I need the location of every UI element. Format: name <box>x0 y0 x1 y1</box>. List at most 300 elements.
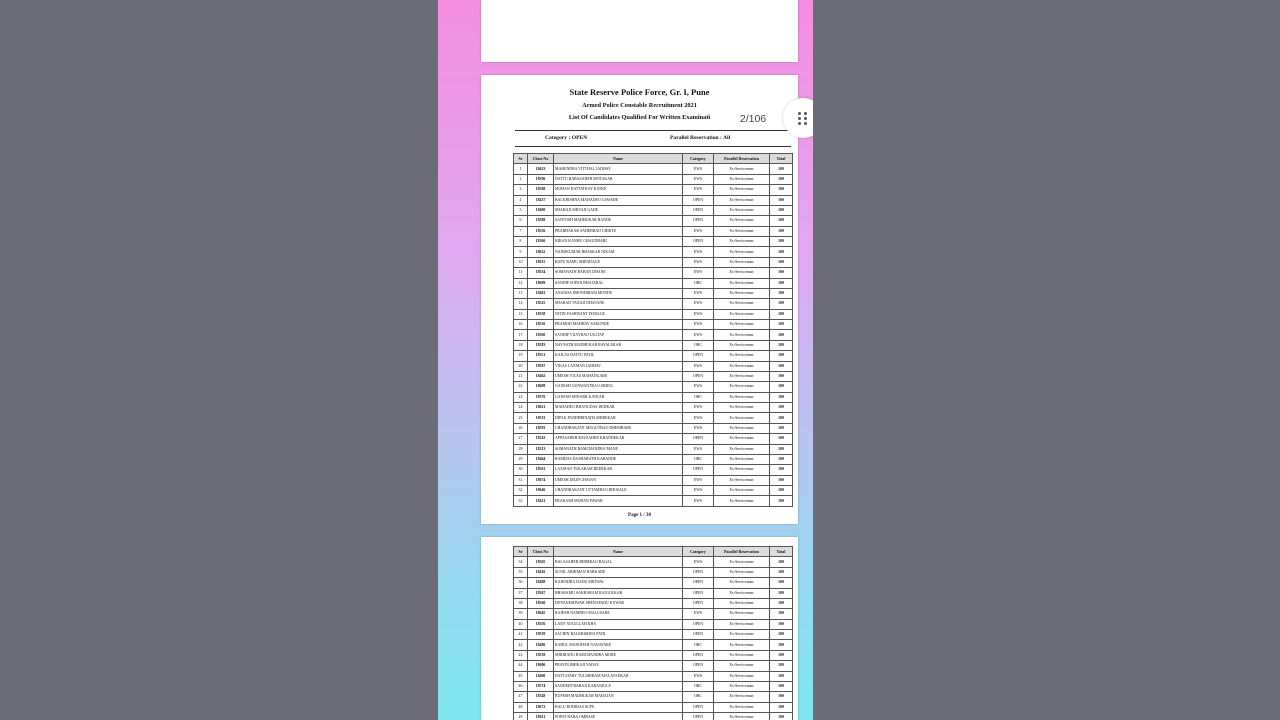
table-row <box>514 713 793 720</box>
table-row <box>514 588 793 598</box>
cell-chest-no: 18611 <box>528 713 554 720</box>
cell-name: VIKAS LAXMAN JADHAV <box>554 361 683 371</box>
cell-chest-no: 18583 <box>528 340 554 350</box>
cell-sr: 43 <box>514 650 528 660</box>
pdf-page-previous <box>481 0 798 62</box>
cell-total: 100 <box>770 681 793 691</box>
cell-category: EWS <box>683 557 714 567</box>
cell-sr: 29 <box>514 454 528 464</box>
cell-category: EWS <box>683 382 714 392</box>
cell-sr: 13 <box>514 288 528 298</box>
table-row <box>514 382 793 392</box>
table-row <box>514 413 793 423</box>
cell-name: BALASAHEB BHIMRAO BAGAL <box>554 557 683 567</box>
cell-reservation: Ex-Serviceman <box>714 692 770 702</box>
cell-reservation: Ex-Serviceman <box>714 164 770 174</box>
cell-reservation: Ex-Serviceman <box>714 702 770 712</box>
table-row <box>514 434 793 444</box>
table-row <box>514 288 793 298</box>
cell-category: EWS <box>683 226 714 236</box>
cell-name: UMESH DILIP CHAVAN <box>554 475 683 485</box>
cell-chest-no: 18596 <box>528 174 554 184</box>
cell-reservation: Ex-Serviceman <box>714 567 770 577</box>
column-header: Parallel Reservation <box>714 547 770 557</box>
cell-sr: 39 <box>514 609 528 619</box>
doc-subtitle: Armed Police Constable Recruitment 2021 <box>582 102 697 109</box>
cell-category: EWS <box>683 413 714 423</box>
cell-total: 100 <box>770 413 793 423</box>
cell-reservation: Ex-Serviceman <box>714 713 770 720</box>
table-row <box>514 185 793 195</box>
cell-category: EWS <box>683 164 714 174</box>
cell-reservation: Ex-Serviceman <box>714 630 770 640</box>
cell-chest-no: 18400 <box>528 671 554 681</box>
cell-total: 100 <box>770 237 793 247</box>
cell-reservation: Ex-Serviceman <box>714 226 770 236</box>
cell-total: 100 <box>770 692 793 702</box>
cell-name: GANESH SHNARR KATKAR <box>554 392 683 402</box>
cell-name: SUNIL ABHIMAN BARKADE <box>554 567 683 577</box>
cell-sr: 48 <box>514 702 528 712</box>
cell-category: OPEN <box>683 588 714 598</box>
grip-dot <box>798 117 801 120</box>
cell-reservation: Ex-Serviceman <box>714 320 770 330</box>
cell-chest-no: 18574 <box>528 681 554 691</box>
cell-name: LATIF ATAULLAH KHA <box>554 619 683 629</box>
cell-chest-no: 18376 <box>528 392 554 402</box>
column-header: Name <box>554 154 683 164</box>
cell-category: OPEN <box>683 216 714 226</box>
cell-chest-no: 18672 <box>528 702 554 712</box>
cell-name: UMESH VILAS MAHANGARE <box>554 371 683 381</box>
cell-reservation: Ex-Serviceman <box>714 288 770 298</box>
cell-total: 100 <box>770 351 793 361</box>
cell-sr: 22 <box>514 382 528 392</box>
cell-total: 100 <box>770 671 793 681</box>
cell-sr: 17 <box>514 330 528 340</box>
cell-chest-no: 18388 <box>528 216 554 226</box>
cell-category: OBC <box>683 340 714 350</box>
category-label: Category : OPEN <box>545 135 588 141</box>
cell-total: 100 <box>770 630 793 640</box>
cell-chest-no: 18674 <box>528 475 554 485</box>
cell-chest-no: 18621 <box>528 403 554 413</box>
cell-reservation: Ex-Serviceman <box>714 598 770 608</box>
cell-total: 100 <box>770 567 793 577</box>
cell-total: 100 <box>770 444 793 454</box>
cell-sr: 47 <box>514 692 528 702</box>
cell-name: KIRAN KANHU CHAUDHARI <box>554 237 683 247</box>
cell-chest-no: 18367 <box>528 588 554 598</box>
cell-sr: 24 <box>514 403 528 413</box>
table-row <box>514 278 793 288</box>
grip-dot <box>804 112 807 115</box>
cell-category: OPEN <box>683 351 714 361</box>
cell-category: OPEN <box>683 630 714 640</box>
cell-chest-no: 18609 <box>528 278 554 288</box>
cell-chest-no: 18338 <box>528 309 554 319</box>
cell-reservation: Ex-Serviceman <box>714 671 770 681</box>
cell-name: NITIN YASHWANT DORAGE <box>554 309 683 319</box>
cell-chest-no: 18343 <box>528 434 554 444</box>
doc-list-title: List Of Candidates Qualified For Written Examinati <box>568 114 711 121</box>
cell-category: EWS <box>683 496 714 506</box>
cell-chest-no: 18539 <box>528 630 554 640</box>
cell-name: BAPU RAMU SHENDAGE <box>554 257 683 267</box>
table-row <box>514 681 793 691</box>
column-header: Chest No <box>528 154 554 164</box>
cell-sr: 16 <box>514 320 528 330</box>
table-row <box>514 619 793 629</box>
column-header: Sr <box>514 547 528 557</box>
table-row <box>514 640 793 650</box>
cell-sr: 34 <box>514 557 528 567</box>
cell-total: 100 <box>770 598 793 608</box>
cell-name: RAMDAS DASHARATH KARANDE <box>554 454 683 464</box>
table-row <box>514 557 793 567</box>
cell-sr: 38 <box>514 598 528 608</box>
cell-name: LAXMAN TUKARAM REDEKAR <box>554 465 683 475</box>
column-header: Sr <box>514 154 528 164</box>
cell-name: SHAHAJI SHIVAJI GADE <box>554 205 683 215</box>
table-row <box>514 299 793 309</box>
cell-reservation: Ex-Serviceman <box>714 237 770 247</box>
cell-reservation: Ex-Serviceman <box>714 609 770 619</box>
cell-chest-no: 18623 <box>528 164 554 174</box>
column-header: Name <box>554 547 683 557</box>
cell-sr: 28 <box>514 444 528 454</box>
cell-category: OPEN <box>683 702 714 712</box>
cell-sr: 40 <box>514 619 528 629</box>
cell-chest-no: 18645 <box>528 609 554 619</box>
grip-dot <box>798 112 801 115</box>
cell-name: NAVNATH MADHUKAR RAVALEKAR <box>554 340 683 350</box>
cell-sr: 33 <box>514 496 528 506</box>
table-row <box>514 320 793 330</box>
cell-reservation: Ex-Serviceman <box>714 413 770 423</box>
cell-total: 100 <box>770 205 793 215</box>
cell-chest-no: 18560 <box>528 598 554 608</box>
cell-sr: 3 <box>514 185 528 195</box>
cell-category: OPEN <box>683 578 714 588</box>
cell-category: EWS <box>683 671 714 681</box>
cell-chest-no: 18348 <box>528 692 554 702</box>
cell-sr: 15 <box>514 309 528 319</box>
cell-name: PRAVIN BHIKAJI YADAV <box>554 661 683 671</box>
table-row <box>514 630 793 640</box>
cell-total: 100 <box>770 288 793 298</box>
cell-sr: 19 <box>514 351 528 361</box>
column-header: Total <box>770 154 793 164</box>
cell-category: OPEN <box>683 619 714 629</box>
cell-name: NANDKUMAR BHASKAR NIKAM <box>554 247 683 257</box>
cell-total: 100 <box>770 371 793 381</box>
cell-total: 100 <box>770 465 793 475</box>
cell-name: APPASAHEB RAVSAHEB KHANDEKAR <box>554 434 683 444</box>
cell-sr: 20 <box>514 361 528 371</box>
cell-category: OPEN <box>683 195 714 205</box>
cell-name: CHANDRAKANT UTTAMRAO BHOSALE <box>554 486 683 496</box>
cell-category: OBC <box>683 692 714 702</box>
cell-sr: 36 <box>514 578 528 588</box>
cell-total: 100 <box>770 216 793 226</box>
table-row <box>514 371 793 381</box>
table-header-row <box>514 154 793 164</box>
cell-total: 100 <box>770 454 793 464</box>
table-row <box>514 268 793 278</box>
table-row <box>514 309 793 319</box>
cell-reservation: Ex-Serviceman <box>714 640 770 650</box>
table-row <box>514 216 793 226</box>
pdf-page-1 <box>481 75 798 524</box>
cell-name: RAJESH NAMDEO MALUSARE <box>554 609 683 619</box>
cell-total: 100 <box>770 496 793 506</box>
cell-reservation: Ex-Serviceman <box>714 257 770 267</box>
cell-reservation: Ex-Serviceman <box>714 619 770 629</box>
table-row <box>514 392 793 402</box>
table-row <box>514 486 793 496</box>
cell-total: 100 <box>770 164 793 174</box>
table-row <box>514 496 793 506</box>
table-row <box>514 567 793 577</box>
table-row <box>514 650 793 660</box>
table-row <box>514 423 793 433</box>
cell-category: EWS <box>683 609 714 619</box>
cell-total: 100 <box>770 392 793 402</box>
doc-title: State Reserve Police Force, Gr. I, Pune <box>569 87 710 97</box>
table-row <box>514 257 793 267</box>
cell-sr: 5 <box>514 205 528 215</box>
cell-chest-no: 18561 <box>528 465 554 475</box>
cell-chest-no: 18486 <box>528 640 554 650</box>
cell-sr: 35 <box>514 567 528 577</box>
table-row <box>514 237 793 247</box>
table-row <box>514 330 793 340</box>
cell-total: 100 <box>770 486 793 496</box>
cell-name: PRAMOD MADHAV SAKUNDE <box>554 320 683 330</box>
cell-reservation: Ex-Serviceman <box>714 216 770 226</box>
header-rule <box>515 130 791 131</box>
table-row <box>514 465 793 475</box>
cell-name: SOMANATH RAMCHANDRA MANE <box>554 444 683 454</box>
cell-reservation: Ex-Serviceman <box>714 195 770 205</box>
table-row <box>514 205 793 215</box>
cell-sr: 44 <box>514 661 528 671</box>
cell-reservation: Ex-Serviceman <box>714 557 770 567</box>
cell-reservation: Ex-Serviceman <box>714 351 770 361</box>
cell-category: EWS <box>683 185 714 195</box>
cell-chest-no: 18525 <box>528 299 554 309</box>
cell-reservation: Ex-Serviceman <box>714 174 770 184</box>
cell-sr: 11 <box>514 268 528 278</box>
cell-reservation: Ex-Serviceman <box>714 371 770 381</box>
cell-chest-no: 18609 <box>528 382 554 392</box>
cell-sr: 2 <box>514 174 528 184</box>
cell-name: BALKRISHNA MAHADEO GAWADE <box>554 195 683 205</box>
cell-category: EWS <box>683 330 714 340</box>
cell-sr: 18 <box>514 340 528 350</box>
cell-name: ANANDA DHONDIRAM MONDE <box>554 288 683 298</box>
cell-reservation: Ex-Serviceman <box>714 475 770 485</box>
table-row <box>514 174 793 184</box>
page-mark: . <box>489 10 490 15</box>
cell-total: 100 <box>770 330 793 340</box>
cell-chest-no: 18533 <box>528 413 554 423</box>
column-header: Category <box>683 547 714 557</box>
cell-category: EWS <box>683 309 714 319</box>
cell-total: 100 <box>770 588 793 598</box>
cell-reservation: Ex-Serviceman <box>714 661 770 671</box>
page-counter: 2/106 <box>734 108 772 130</box>
table-row <box>514 164 793 174</box>
cell-chest-no: 18488 <box>528 578 554 588</box>
table-row <box>514 403 793 413</box>
cell-sr: 8 <box>514 237 528 247</box>
cell-category: OPEN <box>683 371 714 381</box>
cell-name: DIPAK PANDHRINATH AHIREKAR <box>554 413 683 423</box>
cell-total: 100 <box>770 257 793 267</box>
cell-category: EWS <box>683 299 714 309</box>
cell-name: PRABHAKAR SAHEBRAO CHIKTE <box>554 226 683 236</box>
cell-total: 100 <box>770 340 793 350</box>
cell-reservation: Ex-Serviceman <box>714 382 770 392</box>
cell-sr: 32 <box>514 486 528 496</box>
grip-dot <box>804 117 807 120</box>
cell-chest-no: 18615 <box>528 257 554 267</box>
cell-category: OBC <box>683 681 714 691</box>
cell-reservation: Ex-Serviceman <box>714 578 770 588</box>
cell-chest-no: 18565 <box>528 557 554 567</box>
cell-name: DATTU BABASAHEB MOTAKAR <box>554 174 683 184</box>
cell-category: EWS <box>683 444 714 454</box>
cell-category: EWS <box>683 257 714 267</box>
cell-total: 100 <box>770 661 793 671</box>
column-header: Parallel Reservation <box>714 154 770 164</box>
table-row <box>514 444 793 454</box>
cell-total: 100 <box>770 195 793 205</box>
cell-name: DATTATARY TULSHIRAM MALAVADKAR <box>554 671 683 681</box>
cell-name: SANDEEP BABAJI KARANJULE <box>554 681 683 691</box>
cell-sr: 14 <box>514 299 528 309</box>
cell-total: 100 <box>770 702 793 712</box>
cell-sr: 41 <box>514 630 528 640</box>
cell-sr: 23 <box>514 392 528 402</box>
cell-name: KAILAS DATTU PATIL <box>554 351 683 361</box>
cell-name: RUPESH MADHUKAR MAHAJAN <box>554 692 683 702</box>
table-row <box>514 454 793 464</box>
cell-sr: 6 <box>514 216 528 226</box>
cell-chest-no: 18356 <box>528 619 554 629</box>
cell-sr: 25 <box>514 413 528 423</box>
cell-category: OPEN <box>683 465 714 475</box>
cell-name: POPAT BABA OMBASE <box>554 713 683 720</box>
cell-chest-no: 18556 <box>528 226 554 236</box>
cell-name: PRAKASH MOHAN PAWAR <box>554 496 683 506</box>
cell-category: OPEN <box>683 650 714 660</box>
cell-total: 100 <box>770 434 793 444</box>
cell-chest-no: 18539 <box>528 650 554 660</box>
page-footer: Page 1 / 30 <box>628 513 651 518</box>
cell-category: EWS <box>683 403 714 413</box>
cell-reservation: Ex-Serviceman <box>714 650 770 660</box>
cell-reservation: Ex-Serviceman <box>714 247 770 257</box>
table-row <box>514 226 793 236</box>
cell-reservation: Ex-Serviceman <box>714 423 770 433</box>
table-row <box>514 351 793 361</box>
cell-sr: 21 <box>514 371 528 381</box>
cell-name: GANESH GUNWANTRAO SHIJUL <box>554 382 683 392</box>
cell-name: RAJENDRA DADU SHIJWAL <box>554 578 683 588</box>
cell-category: EWS <box>683 268 714 278</box>
cell-sr: 9 <box>514 247 528 257</box>
cell-sr: 49 <box>514 713 528 720</box>
cell-name: BALU ROHIDAS SUPE <box>554 702 683 712</box>
cell-name: SHARAD TANAJI DHAVANE <box>554 299 683 309</box>
cell-category: EWS <box>683 288 714 298</box>
cell-sr: 26 <box>514 423 528 433</box>
cell-reservation: Ex-Serviceman <box>714 392 770 402</box>
cell-total: 100 <box>770 423 793 433</box>
cell-reservation: Ex-Serviceman <box>714 278 770 288</box>
cell-chest-no: 18490 <box>528 205 554 215</box>
pdf-page-2 <box>481 537 798 720</box>
column-header: Category <box>683 154 714 164</box>
cell-chest-no: 18646 <box>528 486 554 496</box>
cell-sr: 46 <box>514 681 528 691</box>
cell-total: 100 <box>770 320 793 330</box>
cell-name: DNYANESHWAR SHENAPADU KUWAR <box>554 598 683 608</box>
grip-dot <box>804 122 807 125</box>
cell-total: 100 <box>770 578 793 588</box>
cell-category: OPEN <box>683 598 714 608</box>
table-row <box>514 195 793 205</box>
candidate-table <box>513 153 793 507</box>
cell-name: SOMANATH BABAN DHANE <box>554 268 683 278</box>
table-row <box>514 661 793 671</box>
page-mark: . <box>492 22 493 27</box>
cell-total: 100 <box>770 609 793 619</box>
cell-chest-no: 18462 <box>528 371 554 381</box>
cell-name: MAHADEO BHANUDAS DEDKAR <box>554 403 683 413</box>
column-header: Total <box>770 547 793 557</box>
cell-total: 100 <box>770 268 793 278</box>
cell-sr: 7 <box>514 226 528 236</box>
cell-category: EWS <box>683 361 714 371</box>
cell-total: 100 <box>770 278 793 288</box>
cell-total: 100 <box>770 475 793 485</box>
cell-category: OBC <box>683 392 714 402</box>
cell-sr: 30 <box>514 465 528 475</box>
cell-total: 100 <box>770 174 793 184</box>
cell-chest-no: 18360 <box>528 330 554 340</box>
cell-category: OBC <box>683 278 714 288</box>
cell-reservation: Ex-Serviceman <box>714 486 770 496</box>
table-header-row <box>514 547 793 557</box>
cell-chest-no: 18421 <box>528 496 554 506</box>
cell-category: OBC <box>683 454 714 464</box>
cell-chest-no: 18593 <box>528 423 554 433</box>
cell-name: MAHENDRA VITTHAL JADHAV <box>554 164 683 174</box>
cell-reservation: Ex-Serviceman <box>714 340 770 350</box>
table-row <box>514 340 793 350</box>
cell-category: EWS <box>683 486 714 496</box>
cell-chest-no: 18534 <box>528 268 554 278</box>
cell-category: OPEN <box>683 237 714 247</box>
cell-sr: 4 <box>514 195 528 205</box>
cell-reservation: Ex-Serviceman <box>714 588 770 598</box>
cell-category: OPEN <box>683 567 714 577</box>
cell-total: 100 <box>770 640 793 650</box>
